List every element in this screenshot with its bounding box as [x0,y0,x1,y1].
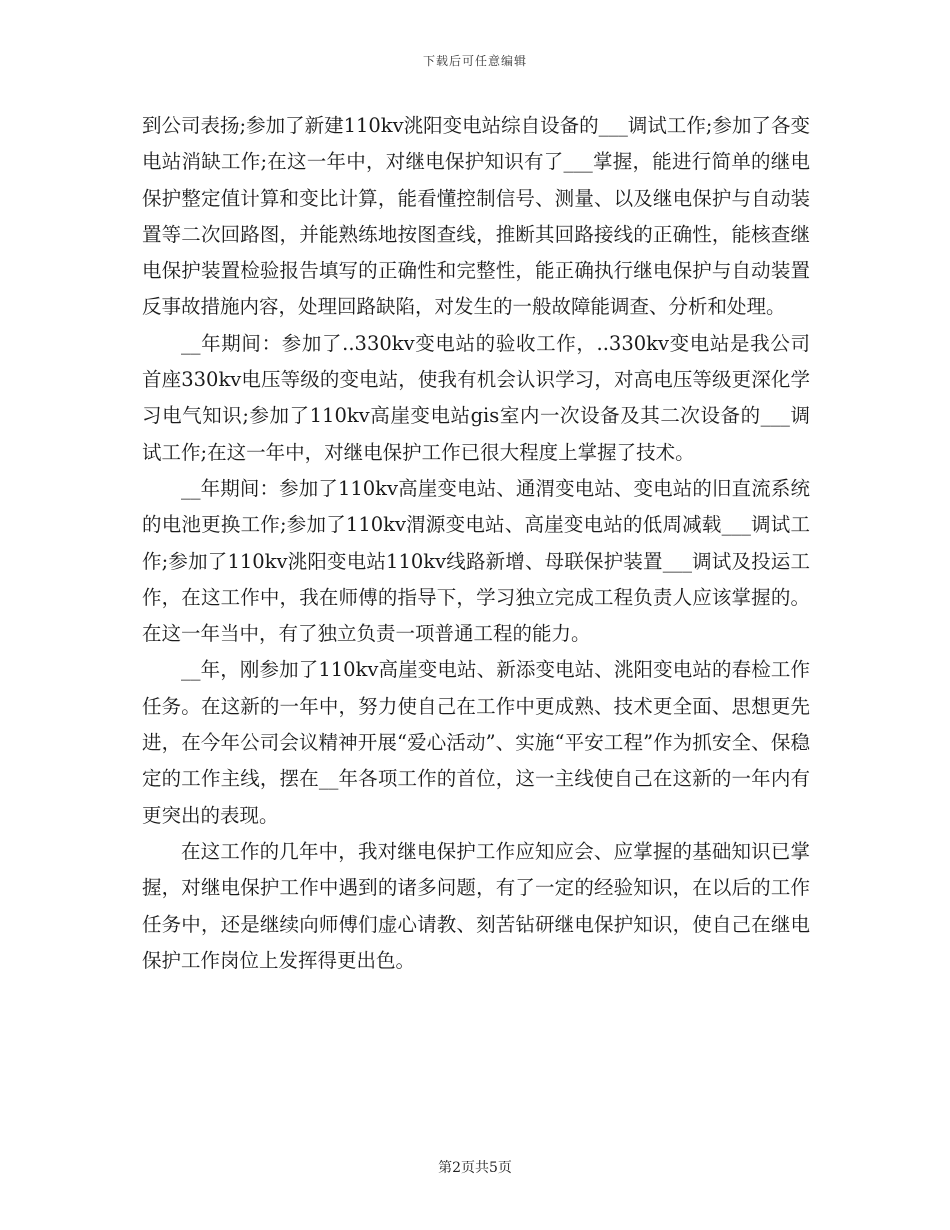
paragraph-year-1: __年期间：参加了..330kv变电站的验收工作，..330kv变电站是我公司首座330kv电压等级的变电站，使我有机会认识学习，对高电压等级更深化学习电气知识;参加了110kv高崖变电站gis室内一次设备及其二次设备的___调试工作;在这一年中，对继电保护工作已很大程度上掌握了技术。 [142,331,810,464]
page-header-note: 下载后可任意编辑 [422,54,527,68]
page-number: 第2页共5页 [438,1160,512,1176]
paragraph-conclusion: 在这工作的几年中，我对继电保护工作应知应会、应掌握的基础知识已掌握，对继电保护工作中遇到的诸多问题，有了一定的经验知识，在以后的工作任务中，还是继续向师傅们虚心请教、刻苦钻研继电保护知识，使自己在继电保护工作岗位上发挥得更出色。 [142,839,810,972]
document-body [142,108,810,979]
paragraph-year-2: __年期间：参加了110kv高崖变电站、通渭变电站、变电站的旧直流系统的电池更换工作;参加了110kv渭源变电站、高崖变电站的低周减载___调试工作;参加了110kv洮阳变电站110kv线路新增、母联保护装置___调试及投运工作，在这工作中，我在师傅的指导下，学习独立完成工程负责人应该掌握的。在这一年当中，有了独立负责一项普通工程的能力。 [142,476,810,646]
paragraph-continuation: 到公司表扬;参加了新建110kv洮阳变电站综自设备的___调试工作;参加了各变电站消缺工作;在这一年中，对继电保护知识有了___掌握，能进行简单的继电保护整定值计算和变比计算，能看懂控制信号、测量、以及继电保护与自动装置等二次回路图，并能熟练地按图查线，推断其回路接线的正确性，能核查继电保护装置检验报告填写的正确性和完整性，能正确执行继电保护与自动装置反事故措施内容，处理回路缺陷，对发生的一般故障能调查、分析和处理。 [142,114,810,319]
paragraph-year-3: __年，刚参加了110kv高崖变电站、新添变电站、洮阳变电站的春检工作任务。在这新的一年中，努力使自己在工作中更成熟、技术更全面、思想更先进，在今年公司会议精神开展“爱心活动”、实施“平安工程”作为抓安全、保稳定的工作主线，摆在__年各项工作的首位，这一主线使自己在这新的一年内有更突出的表现。 [142,658,810,827]
